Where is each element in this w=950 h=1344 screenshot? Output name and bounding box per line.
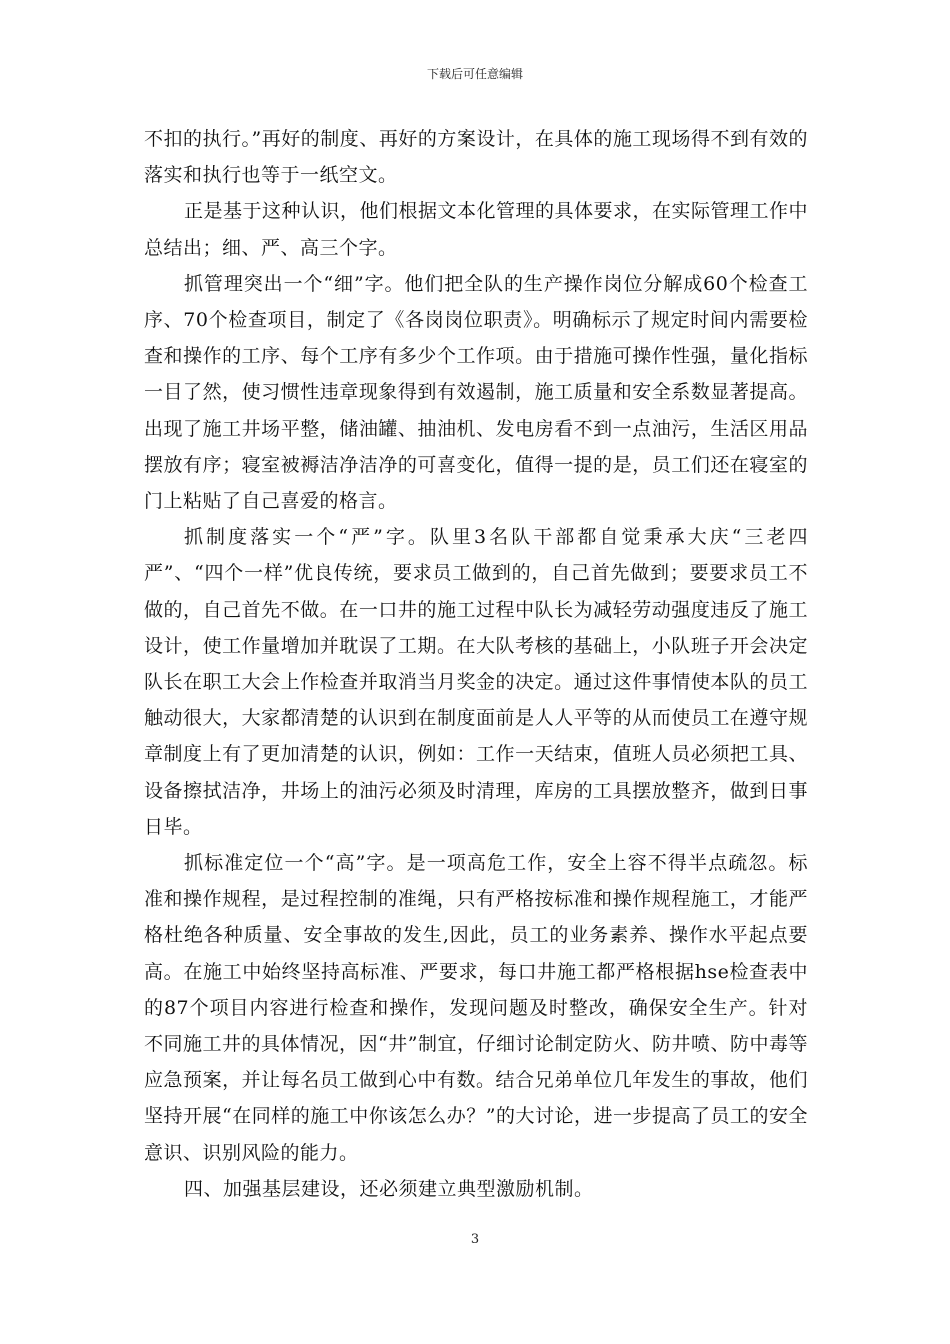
paragraph-detail: 抓管理突出一个“细”字。他们把全队的生产操作岗位分解成60个检查工序、70个检查项目，制定了《各岗岗位职责》。明确标示了规定时间内需要检查和操作的工序、每个工序有多少个工作项。由于措施可操作性强，量化指标一目了然，使习惯性违章现象得到有效遏制，施工质量和安全系数显著提高。出现了施工井场平整，储油罐、抽油机、发电房看不到一点油污，生活区用品摆放有序；寝室被褥洁净洁净的可喜变化，值得一提的是，员工们还在寝室的门上粘贴了自己喜爱的格言。 [144,272,808,513]
paragraph-continuation: 不扣的执行。”再好的制度、再好的方案设计，在具体的施工现场得不到有效的落实和执行也等于一纸空文。 [144,128,808,187]
paragraph-strict: 抓制度落实一个“严”字。队里3名队干部都自觉秉承大庆“三老四严”、“四个一样”优良传统，要求员工做到的，自己首先做到；要要求员工不做的，自己首先不做。在一口井的施工过程中队长为减轻劳动强度违反了施工设计，使工作量增加并耽误了工期。在大队考核的基础上，小队班子开会决定队长在职工大会上作检查并取消当月奖金的决定。通过这件事情使本队的员工触动很大，大家都清楚的认识到在制度面前是人人平等的从而使员工在遵守规章制度上有了更加清楚的认识，例如：工作一天结束，值班人员必须把工具、设备擦拭洁净，井场上的油污必须及时清理，库房的工具摆放整齐，做到日事日毕。 [144,526,808,838]
paragraph-high-standard: 抓标准定位一个“高”字。是一项高危工作，安全上容不得半点疏忽。标准和操作规程，是过程控制的准绳，只有严格按标准和操作规程施工，才能严格杜绝各种质量、安全事故的发生,因此，员工的业务素养、操作水平起点要高。在施工中始终坚持高标准、严要求，每口井施工都严格根据hse检查表中的87个项目内容进行检查和操作，发现问题及时整改，确保安全生产。针对不同施工井的具体情况，因“井”制宜，仔细讨论制定防火、防井喷、防中毒等应急预案，并让每名员工做到心中有数。结合兄弟单位几年发生的事故，他们坚持开展“在同样的施工中你该怎么办？”的大讨论，进一步提高了员工的安全意识、识别风险的能力。 [144,852,808,1164]
paragraph-section-four: 四、加强基层建设，还必须建立典型激励机制。 [184,1177,594,1200]
paragraph-summary: 正是基于这种认识，他们根据文本化管理的具体要求，在实际管理工作中总结出；细、严、高三个字。 [144,200,809,259]
page-number: 3 [470,1232,480,1247]
document-body [144,121,808,1207]
page-header: 下载后可任意编辑 [426,67,523,81]
